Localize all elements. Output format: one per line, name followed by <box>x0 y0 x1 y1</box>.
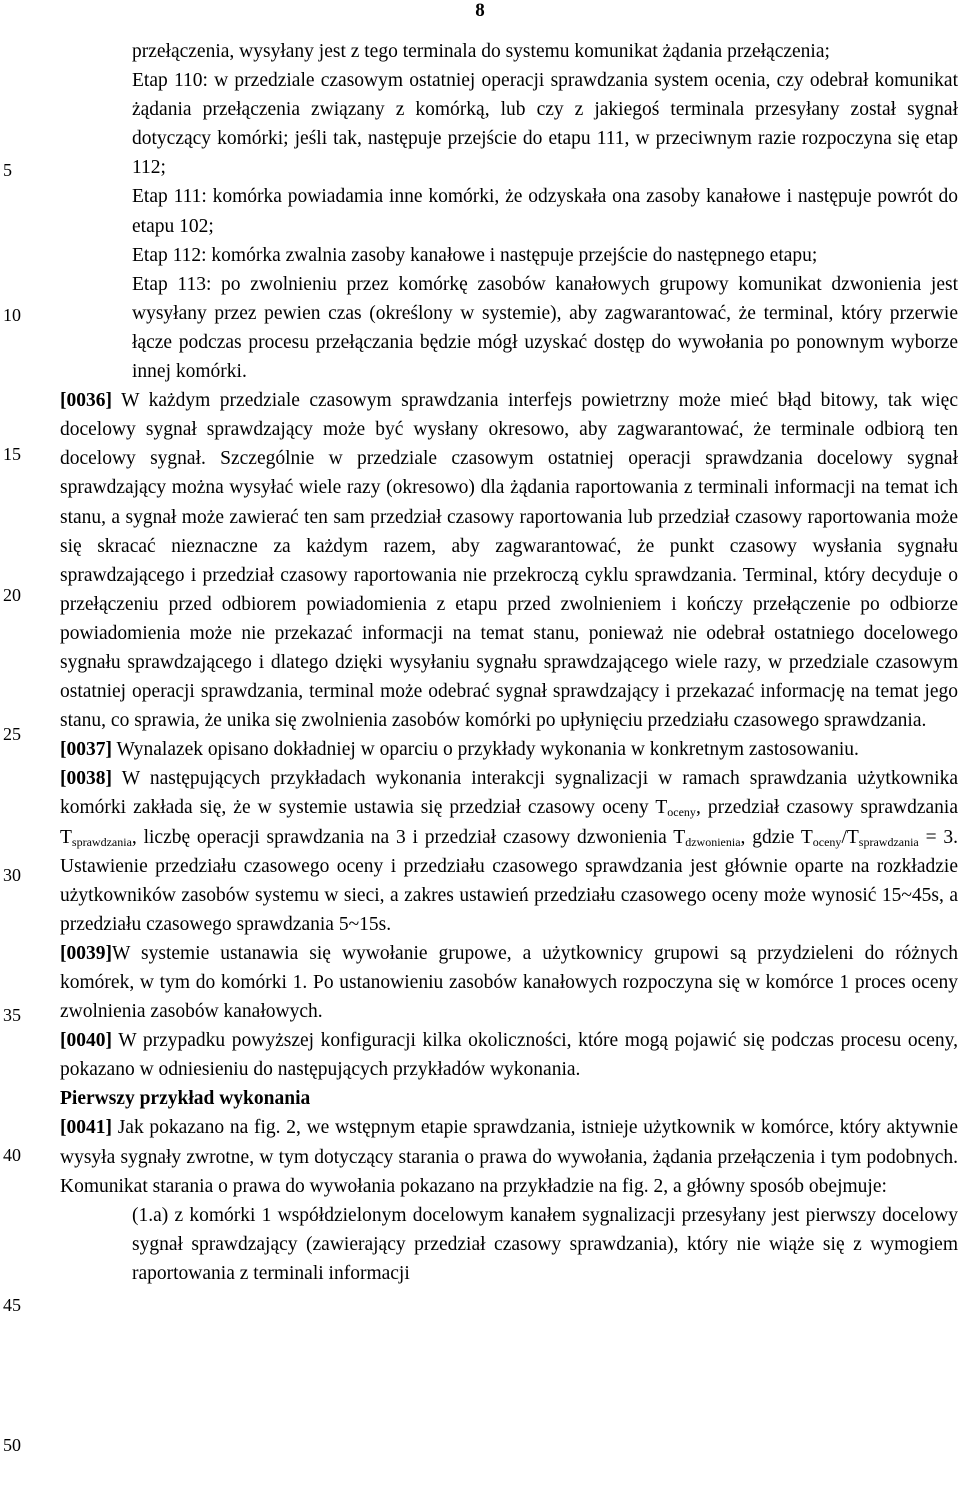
paragraph-tag: [0036] <box>60 390 112 412</box>
step-1a: (1.a) z komórki 1 współdzielonym docelowym kanałem sygnalizacji przesyłany jest pierwszy docelowy sygnał sprawdzający (zawierający przedział czasowy sprawdzania), który nie wiąże się z wymogiem raportowania z terminali informacji <box>132 1204 958 1284</box>
page-number: 8 <box>475 0 485 21</box>
section-heading: Pierwszy przykład wykonania <box>60 1088 311 1110</box>
paragraph-tag: [0041] <box>60 1117 112 1139</box>
paragraph-text: Wynalazek opisano dokładniej w oparciu o przykłady wykonania w konkretnym zastosowaniu. <box>112 739 859 761</box>
paragraph-text: , gdzie T <box>740 826 813 848</box>
paragraph-0039 <box>60 939 958 1026</box>
step-continuation: przełączenia, wysyłany jest z tego terminala do systemu komunikat żądania przełączenia; <box>132 41 830 62</box>
subscript: oceny <box>667 805 696 820</box>
paragraph-tag: [0037] <box>60 739 112 761</box>
paragraph-tag: [0040] <box>60 1030 112 1052</box>
paragraph-0037 <box>60 735 958 764</box>
paragraph-text: , liczbę operacji sprawdzania na 3 i przedział czasowy dzwonienia T <box>131 826 686 848</box>
paragraph-text: W następujących przykładach wykonania interakcji sygnalizacji w ramach sprawdzania użytkownika komórki zakłada się, że w systemie ustawia się przedział czasowy oceny T <box>60 768 958 819</box>
line-number: 45 <box>3 1295 21 1315</box>
paragraph-text: = 3. Ustawienie przedziału czasowego oceny i przedziału czasowego sprawdzania jest głównie oparte na rozkładzie użytkowników zasobów systemu w sieci, a zakres ustawień przedziału czasowego oceny może wynosić 15~45s, a przedziału czasowego sprawdzania 5~15s. <box>60 826 958 935</box>
paragraph-0041 <box>60 1113 958 1200</box>
step-111: Etap 111: komórka powiadamia inne komórki, że odzyskała ona zasoby kanałowe i następuje powrót do etapu 102; <box>132 186 958 237</box>
paragraph-text: W przypadku powyższej konfiguracji kilka okoliczności, które mogą pojawić się podczas procesu oceny, pokazano w odniesieniu do następujących przykładów wykonania. <box>60 1030 958 1081</box>
paragraph-text: Jak pokazano na fig. 2, we wstępnym etapie sprawdzania, istnieje użytkownik w komórce, który aktywnie wysyła sygnały zwrotne, w tym dotyczący starania o prawa do wywołania, żądania przełączenia i tym podobnych. Komunikat starania o prawa do wywołania pokazano na przykładzie na fig. 2, a główny sposób obejmuje: <box>60 1117 958 1197</box>
step-113: Etap 113: po zwolnieniu przez komórkę zasobów kanałowych grupowy komunikat dzwonienia jest wysyłany przez pewien czas (określony w systemie), aby zagwarantować, że terminal, który przerwie łącze podczas procesu przełączania będzie mógł uzyskać dostęp do wywołania po ponownym wyborze innej komórki. <box>132 273 958 383</box>
subscript: sprawdzania <box>858 834 919 849</box>
step-112: Etap 112: komórka zwalnia zasoby kanałowe i następuje przejście do następnego etapu; <box>132 244 818 266</box>
line-number: 40 <box>3 1145 21 1165</box>
line-number: 25 <box>3 724 21 744</box>
paragraph-text: /T <box>841 826 859 848</box>
line-number: 15 <box>3 444 21 464</box>
subscript: oceny <box>812 834 842 849</box>
line-number: 35 <box>3 1005 21 1025</box>
step-110: Etap 110: w przedziale czasowym ostatniej operacji sprawdzania system ocenia, czy odebrał komunikat żądania przełączenia związany z komórką, lub czy z jakiegoś terminala przesyłany został sygnał dotyczący komórki; jeśli tak, następuje przejście do etapu 111, w przeciwnym razie rozpoczyna się etap 112; <box>132 70 958 179</box>
paragraph-0036 <box>60 386 958 735</box>
line-number: 10 <box>3 305 21 325</box>
line-number: 50 <box>3 1435 21 1455</box>
line-number: 30 <box>3 865 21 885</box>
line-number: 5 <box>3 160 12 180</box>
subscript: sprawdzania <box>71 834 132 849</box>
line-number: 20 <box>3 585 21 605</box>
paragraph-text: , przedział czasowy sprawdzania T <box>60 797 959 848</box>
paragraph-tag: [0039] <box>60 942 112 964</box>
paragraph-0040 <box>60 1026 958 1084</box>
paragraph-tag: [0038] <box>60 768 112 790</box>
paragraph-text: W każdym przedziale czasowym sprawdzania interfejs powietrzny może mieć błąd bitowy, tak więc docelowy sygnał sprawdzający może być wysłany okresowo, aby zagwarantować, że terminale odbiorą ten docelowy sygnał. Szczególnie w przedziale czasowym ostatniej operacji sprawdzania docelowy sygnał sprawdzający można wysyłać wiele razy (okresowo) dla żądania raportowania z terminali informacji na temat ich stanu, a sygnał może zawierać ten sam przedział czasowy raportowania lub przedział czasowy raportowania może się skracać nieznaczne za każdym razem, aby zagwarantować, że punkt czasowy wysłania sygnału sprawdzającego i przedział czasowy raportowania nie przekroczą cyklu sprawdzania. Terminal, który decyduje o przełączeniu przed odbiorem powiadomienia z etapu przed zwolnieniem i kończy przełączenie po odbiorze powiadomienia może nie przekazać informacji na temat stanu, ponieważ nie odebrał ostatniego docelowego sygnału sprawdzającego i dlatego dzięki wysyłaniu sygnału sprawdzającego wiele razy, w przedziale czasowym ostatniej operacji sprawdzania, terminal może odebrać sygnał sprawdzający i przekazać informację na temat jego stanu, co sprawia, że unika się zwolnienia zasobów komórki po upłynięciu przedziału czasowego sprawdzania. <box>60 390 958 732</box>
paragraph-text: W systemie ustanawia się wywołanie grupowe, a użytkownicy grupowi są przydzieleni do różnych komórek, w tym do komórki 1. Po ustanowieniu zasobów kanałowych rozpoczyna się w komórce 1 proces oceny zwolnienia zasobów kanałowych. <box>60 942 958 1023</box>
subscript: dzwonienia <box>685 834 741 849</box>
document-body <box>60 37 958 1288</box>
paragraph-0038 <box>60 764 958 939</box>
